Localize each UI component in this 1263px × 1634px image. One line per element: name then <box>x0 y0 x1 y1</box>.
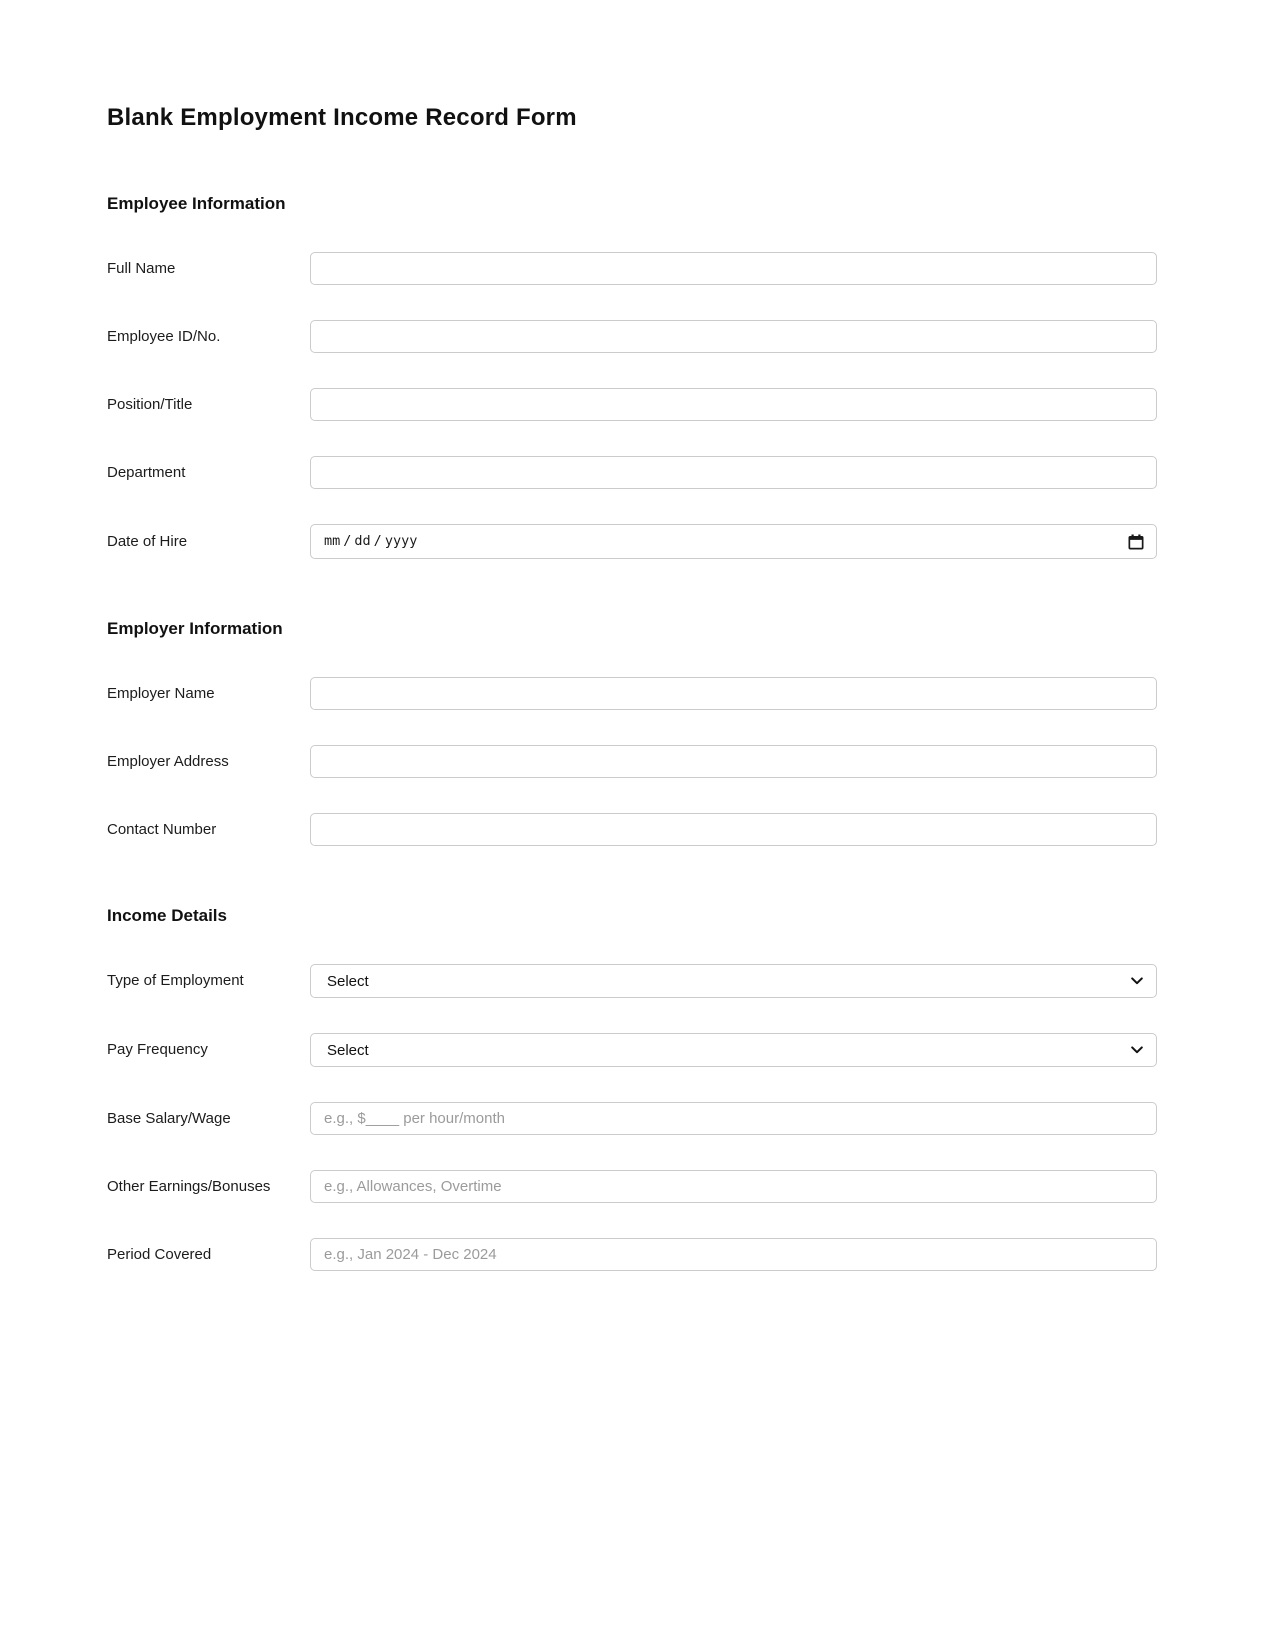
page-title: Blank Employment Income Record Form <box>107 104 577 131</box>
form-row <box>107 252 1157 285</box>
field-control <box>310 1033 1157 1067</box>
form-row <box>107 813 1157 846</box>
field-label-contact-number: Contact Number <box>107 820 217 838</box>
full-name-input[interactable] <box>310 252 1157 285</box>
base-salary-input[interactable] <box>310 1102 1157 1135</box>
form-row <box>107 964 1157 998</box>
employee-id-input[interactable] <box>310 320 1157 353</box>
section-income-details <box>107 906 1157 1271</box>
field-control <box>310 1238 1157 1271</box>
field-control <box>310 1102 1157 1135</box>
employer-address-input[interactable] <box>310 745 1157 778</box>
pay-frequency-select[interactable] <box>310 1033 1157 1067</box>
section-heading-income-details: Income Details <box>107 906 227 925</box>
form-row <box>107 456 1157 489</box>
form-row <box>107 677 1157 710</box>
form-row <box>107 745 1157 778</box>
section-employee-information <box>107 194 1157 559</box>
field-control <box>310 524 1157 559</box>
field-control <box>310 320 1157 353</box>
field-label-position-title: Position/Title <box>107 395 193 413</box>
position-title-input[interactable] <box>310 388 1157 421</box>
date-of-hire-input[interactable] <box>310 524 1157 559</box>
field-label-type-of-employment: Type of Employment <box>107 972 244 989</box>
section-heading-employer-information: Employer Information <box>107 619 283 638</box>
date-day-segment[interactable]: dd <box>354 532 371 549</box>
calendar-icon[interactable] <box>1128 534 1144 550</box>
field-label-department: Department <box>107 463 186 481</box>
field-control <box>310 677 1157 710</box>
other-earnings-input[interactable] <box>310 1170 1157 1203</box>
form-row <box>107 1170 1157 1203</box>
field-control <box>310 456 1157 489</box>
field-control <box>310 813 1157 846</box>
field-control <box>310 745 1157 778</box>
date-separator: / <box>373 532 382 549</box>
field-label-other-earnings: Other Earnings/Bonuses <box>107 1177 271 1195</box>
employer-name-input[interactable] <box>310 677 1157 710</box>
form-row <box>107 1102 1157 1135</box>
field-control <box>310 252 1157 285</box>
date-month-segment[interactable]: mm <box>324 532 341 549</box>
field-label-date-of-hire: Date of Hire <box>107 532 188 550</box>
form-row <box>107 1033 1157 1067</box>
field-label-full-name: Full Name <box>107 259 176 277</box>
field-label-employee-id: Employee ID/No. <box>107 327 221 345</box>
field-control <box>310 964 1157 998</box>
field-control <box>310 388 1157 421</box>
date-separator: / <box>343 532 352 549</box>
form-row <box>107 1238 1157 1271</box>
contact-number-input[interactable] <box>310 813 1157 846</box>
field-label-employer-name: Employer Name <box>107 684 215 702</box>
period-covered-input[interactable] <box>310 1238 1157 1271</box>
section-employer-information <box>107 619 1157 846</box>
department-input[interactable] <box>310 456 1157 489</box>
form-container <box>107 104 1157 1271</box>
field-label-base-salary: Base Salary/Wage <box>107 1109 231 1127</box>
form-row <box>107 320 1157 353</box>
field-label-employer-address: Employer Address <box>107 752 229 770</box>
form-row <box>107 524 1157 559</box>
field-control <box>310 1170 1157 1203</box>
form-row <box>107 388 1157 421</box>
date-year-segment[interactable]: yyyy <box>384 532 418 549</box>
field-label-period-covered: Period Covered <box>107 1245 212 1263</box>
field-label-pay-frequency: Pay Frequency <box>107 1041 208 1058</box>
section-heading-employee-information: Employee Information <box>107 194 286 213</box>
type-of-employment-select[interactable] <box>310 964 1157 998</box>
